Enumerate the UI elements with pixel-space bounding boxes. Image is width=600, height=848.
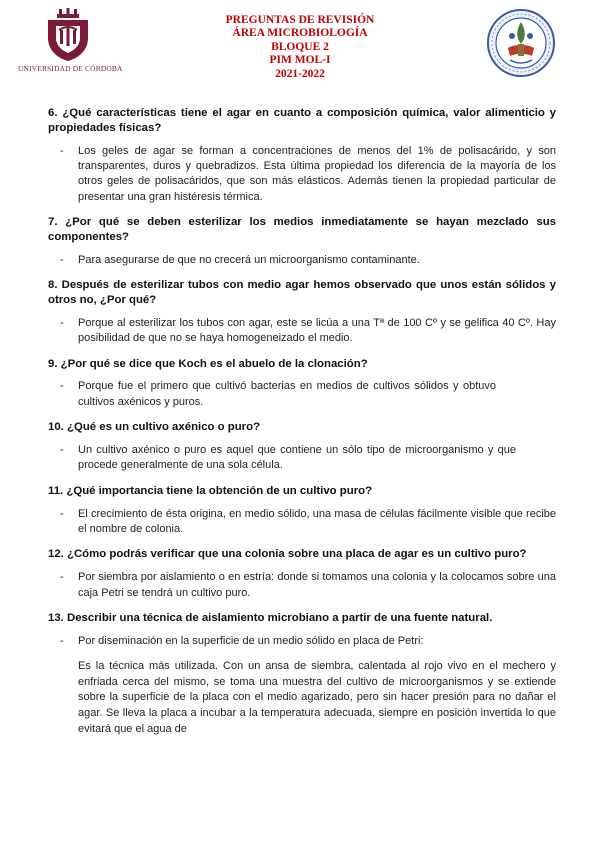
question-10: 10. ¿Qué es un cultivo axénico o puro? — [48, 421, 261, 434]
answer-8-text: Porque al esterilizar los tubos con agar, este se licúa a una Tª de 100 Cº y se gelifica 40 Cº. Hay posibilidad de que no se haya homogeneizado el medio. — [78, 316, 556, 345]
answer-9-text: Porque fue el primero que cultivó bacterias en medios de cultivos sólidos y obtuvo cultivos axénicos y puros. — [78, 380, 496, 408]
question-13: 13. Describir una técnica de aislamiento microbiano a partir de una fuente natural. — [48, 612, 493, 625]
question-7: 7. ¿Por qué se deben esterilizar los medios inmediatamente se hayan mezclado sus componentes? — [48, 216, 556, 244]
answer-6-text: Los geles de agar se forman a concentraciones de menos del 1% de polisacárido, y son transparentes, duros y quebradizos. Esta última propiedad los diferencia de la mayoría de los otros geles de polisacáridos, que son más elásticos. Además tienen la propiedad particular de presentar una gran histéresis térmica. — [78, 144, 556, 203]
question-block-9 — [48, 357, 556, 411]
bullet-dash: - — [60, 144, 64, 157]
answer-13-text: Por diseminación en la superficie de un medio sólido en placa de Petri: — [78, 634, 424, 647]
answer-7-text: Para asegurarse de que no crecerá un microorganismo contaminante. — [78, 253, 420, 266]
question-8: 8. Después de esterilizar tubos con medio agar hemos observado que unos están sólidos y otros no, ¿Por qué? — [48, 279, 556, 307]
answer-7 — [48, 253, 556, 268]
question-block-13 — [48, 611, 556, 737]
question-block-11 — [48, 484, 556, 538]
title-line-1: PREGUNTAS DE REVISIÓN — [225, 14, 375, 26]
document-title — [160, 14, 440, 81]
university-crest-icon — [45, 8, 91, 62]
question-6: 6. ¿Qué características tiene el agar en cuanto a composición química, valor alimenticio y propiedades físicas? — [48, 107, 556, 134]
page-header — [0, 0, 600, 92]
university-logo — [18, 8, 123, 82]
bullet-dash: - — [60, 634, 64, 647]
question-block-12 — [48, 547, 556, 601]
answer-9 — [48, 379, 556, 410]
title-line-3: BLOQUE 2 — [271, 40, 329, 53]
questions-list — [48, 106, 556, 737]
title-line-5: 2021-2022 — [275, 67, 325, 80]
answer-11 — [48, 507, 556, 538]
question-11: 11. ¿Qué importancia tiene la obtención de un cultivo puro? — [48, 484, 373, 497]
answer-12-text: Por siembra por aislamiento o en estría: donde si tomamos una colonia y la colocamos sobre una caja Petri se tendrá un cultivo puro. — [78, 571, 556, 599]
answer-10 — [48, 443, 556, 474]
question-block-6 — [48, 106, 556, 205]
question-block-10 — [48, 420, 556, 474]
answer-6 — [48, 144, 556, 206]
question-9: 9. ¿Por qué se dice que Koch es el abuelo de la clonación? — [48, 357, 368, 370]
bullet-dash: - — [60, 507, 64, 520]
answer-12 — [48, 570, 556, 601]
bullet-dash: - — [60, 380, 64, 393]
faculty-seal — [486, 8, 556, 78]
faculty-seal-icon — [486, 8, 556, 78]
answer-8 — [48, 316, 556, 347]
question-12: 12. ¿Cómo podrás verificar que una colonia sobre una placa de agar es un cultivo puro? — [48, 548, 527, 561]
title-line-4: PIM MOL-I — [269, 54, 331, 67]
bullet-dash: - — [60, 316, 64, 329]
answer-10-text: Un cultivo axénico o puro es aquel que contiene un sólo tipo de microorganismo y que procede generalmente de una sola célula. — [78, 444, 516, 472]
bullet-dash: - — [60, 444, 64, 457]
answer-11-text: El crecimiento de ésta origina, en medio sólido, una masa de células fácilmente visible que recibe el nombre de colonia. — [78, 507, 556, 536]
university-name: UNIVERSIDAD DE CÓRDOBA — [18, 64, 123, 73]
question-block-7 — [48, 215, 556, 268]
bullet-dash: - — [60, 571, 64, 584]
title-line-2: ÁREA MICROBIOLOGÍA — [232, 27, 368, 40]
bullet-dash: - — [60, 253, 64, 266]
question-block-8 — [48, 278, 556, 346]
answer-13 — [48, 634, 556, 649]
answer-13-paragraph: Es la técnica más utilizada. Con un ansa de siembra, calentada al rojo vivo en el mechero y enfriada cerca del mismo, se toma una muestra del cultivo de microorganismos y se extiende sobre la superficie de la placa con el medio agarizado, pero sin hacer presión para no dañar el agar. Se lleva la placa a incubar a la temperatura adecuada, siempre en posición invertida lo que evitará que el agua de — [78, 660, 556, 735]
